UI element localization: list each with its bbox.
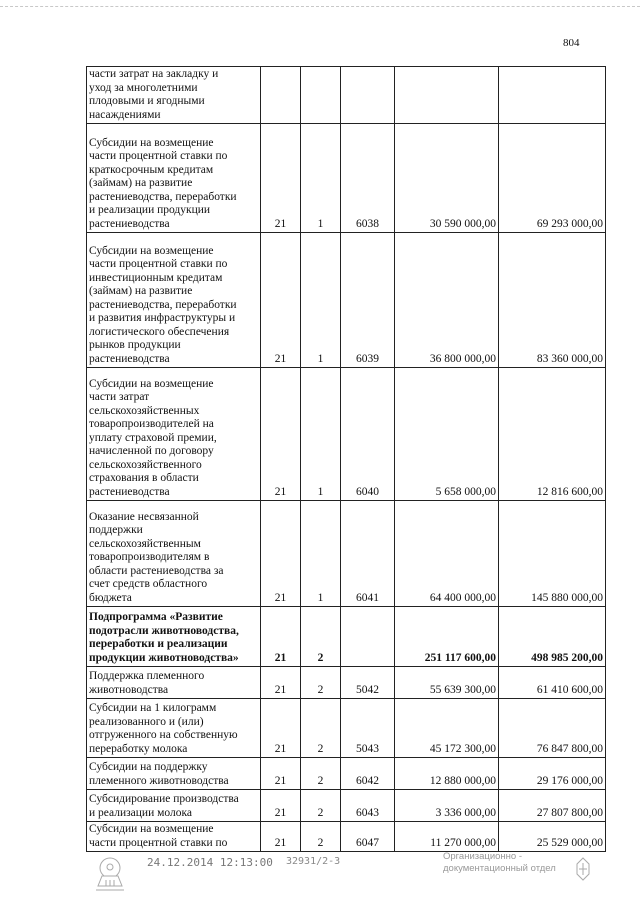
cell-item-code: 6042 xyxy=(341,758,395,790)
cell-amount-2: 25 529 000,00 xyxy=(499,822,606,852)
cell-subprogram-code: 2 xyxy=(301,667,341,699)
cell-name: Субсидии на 1 килограмм реализованного и (или) отгруженного на собственную переработку молока xyxy=(87,699,261,758)
cell-subprogram-code: 1 xyxy=(301,233,341,368)
cell-name: части затрат на закладку и уход за многолетними плодовыми и ягодными насаждениями xyxy=(87,67,261,124)
cell-amount-2 xyxy=(499,67,606,124)
cell-amount-2: 498 985 200,00 xyxy=(499,607,606,667)
cell-chapter-code: 21 xyxy=(261,790,301,822)
top-border-line xyxy=(0,6,640,7)
cell-subprogram-code: 2 xyxy=(301,822,341,852)
cell-subprogram-code: 1 xyxy=(301,124,341,233)
cell-item-code: 6039 xyxy=(341,233,395,368)
table-row xyxy=(87,124,606,233)
cell-item-code xyxy=(341,607,395,667)
cell-amount-2: 69 293 000,00 xyxy=(499,124,606,233)
table-row xyxy=(87,667,606,699)
budget-table xyxy=(86,66,606,852)
page-footer xyxy=(0,840,640,905)
cell-subprogram-code: 2 xyxy=(301,607,341,667)
cell-chapter-code: 21 xyxy=(261,822,301,852)
cell-chapter-code: 21 xyxy=(261,124,301,233)
cell-chapter-code xyxy=(261,67,301,124)
cell-amount-1: 11 270 000,00 xyxy=(395,822,499,852)
cell-chapter-code: 21 xyxy=(261,233,301,368)
cell-item-code xyxy=(341,67,395,124)
cell-amount-2: 61 410 600,00 xyxy=(499,667,606,699)
emblem-icon xyxy=(88,854,132,896)
cell-name: Субсидии на возмещение части затрат сельскохозяйственных товаропроизводителей на уплату страховой премии, начисленной по договору сельскохозяйственного страхования в области растениеводства xyxy=(87,368,261,501)
cell-amount-2: 83 360 000,00 xyxy=(499,233,606,368)
cell-item-code: 6047 xyxy=(341,822,395,852)
cell-amount-2: 145 880 000,00 xyxy=(499,501,606,607)
footer-doc-number: 32931/2-3 xyxy=(286,856,341,867)
cell-subprogram-code xyxy=(301,67,341,124)
cell-subprogram-code: 2 xyxy=(301,758,341,790)
cell-amount-2: 12 816 600,00 xyxy=(499,368,606,501)
cell-name: Оказание несвязанной поддержки сельскохозяйственным товаропроизводителям в области растениеводства за счет средств областного бюджета xyxy=(87,501,261,607)
cell-chapter-code: 21 xyxy=(261,667,301,699)
table-row xyxy=(87,699,606,758)
page-number: 804 xyxy=(563,37,580,49)
cell-amount-1: 5 658 000,00 xyxy=(395,368,499,501)
footer-datetime: 24.12.2014 12:13:00 xyxy=(147,856,273,869)
cell-subprogram-code: 2 xyxy=(301,699,341,758)
cell-subprogram-code: 1 xyxy=(301,501,341,607)
cell-name: Подпрограмма «Развитие подотрасли животноводства, переработки и реализации продукции животноводства» xyxy=(87,607,261,667)
cell-amount-2: 29 176 000,00 xyxy=(499,758,606,790)
cell-amount-1: 251 117 600,00 xyxy=(395,607,499,667)
budget-table-body xyxy=(87,67,606,852)
cell-subprogram-code: 1 xyxy=(301,368,341,501)
cell-item-code: 6038 xyxy=(341,124,395,233)
seal-icon xyxy=(573,856,593,882)
cell-name: Субсидии на возмещение части процентной ставки по xyxy=(87,822,261,852)
cell-amount-1: 3 336 000,00 xyxy=(395,790,499,822)
cell-amount-1: 36 800 000,00 xyxy=(395,233,499,368)
cell-item-code: 6043 xyxy=(341,790,395,822)
table-row xyxy=(87,501,606,607)
cell-item-code: 5042 xyxy=(341,667,395,699)
cell-amount-2: 27 807 800,00 xyxy=(499,790,606,822)
table-row xyxy=(87,233,606,368)
table-row xyxy=(87,67,606,124)
cell-item-code: 6040 xyxy=(341,368,395,501)
table-row xyxy=(87,368,606,501)
cell-amount-2: 76 847 800,00 xyxy=(499,699,606,758)
cell-subprogram-code: 2 xyxy=(301,790,341,822)
cell-name: Субсидии на возмещение части процентной ставки по краткосрочным кредитам (займам) на развитие растениеводства, переработки и реализации продукции растениеводства xyxy=(87,124,261,233)
table-row xyxy=(87,607,606,667)
cell-name: Субсидии на возмещение части процентной ставки по инвестиционным кредитам (займам) на развитие растениеводства, переработки и развития инфраструктуры и логистического обеспечения рынков продукции растениеводства xyxy=(87,233,261,368)
cell-name: Субсидирование производства и реализации молока xyxy=(87,790,261,822)
cell-amount-1: 64 400 000,00 xyxy=(395,501,499,607)
cell-chapter-code: 21 xyxy=(261,758,301,790)
cell-amount-1: 45 172 300,00 xyxy=(395,699,499,758)
cell-chapter-code: 21 xyxy=(261,368,301,501)
cell-amount-1 xyxy=(395,67,499,124)
cell-name: Поддержка племенного животноводства xyxy=(87,667,261,699)
table-row xyxy=(87,790,606,822)
cell-chapter-code: 21 xyxy=(261,607,301,667)
cell-item-code: 5043 xyxy=(341,699,395,758)
footer-department: Организационно - документационный отдел xyxy=(443,851,556,874)
cell-amount-1: 30 590 000,00 xyxy=(395,124,499,233)
cell-amount-1: 55 639 300,00 xyxy=(395,667,499,699)
cell-item-code: 6041 xyxy=(341,501,395,607)
cell-chapter-code: 21 xyxy=(261,501,301,607)
table-row xyxy=(87,758,606,790)
cell-name: Субсидии на поддержку племенного животноводства xyxy=(87,758,261,790)
cell-chapter-code: 21 xyxy=(261,699,301,758)
cell-amount-1: 12 880 000,00 xyxy=(395,758,499,790)
